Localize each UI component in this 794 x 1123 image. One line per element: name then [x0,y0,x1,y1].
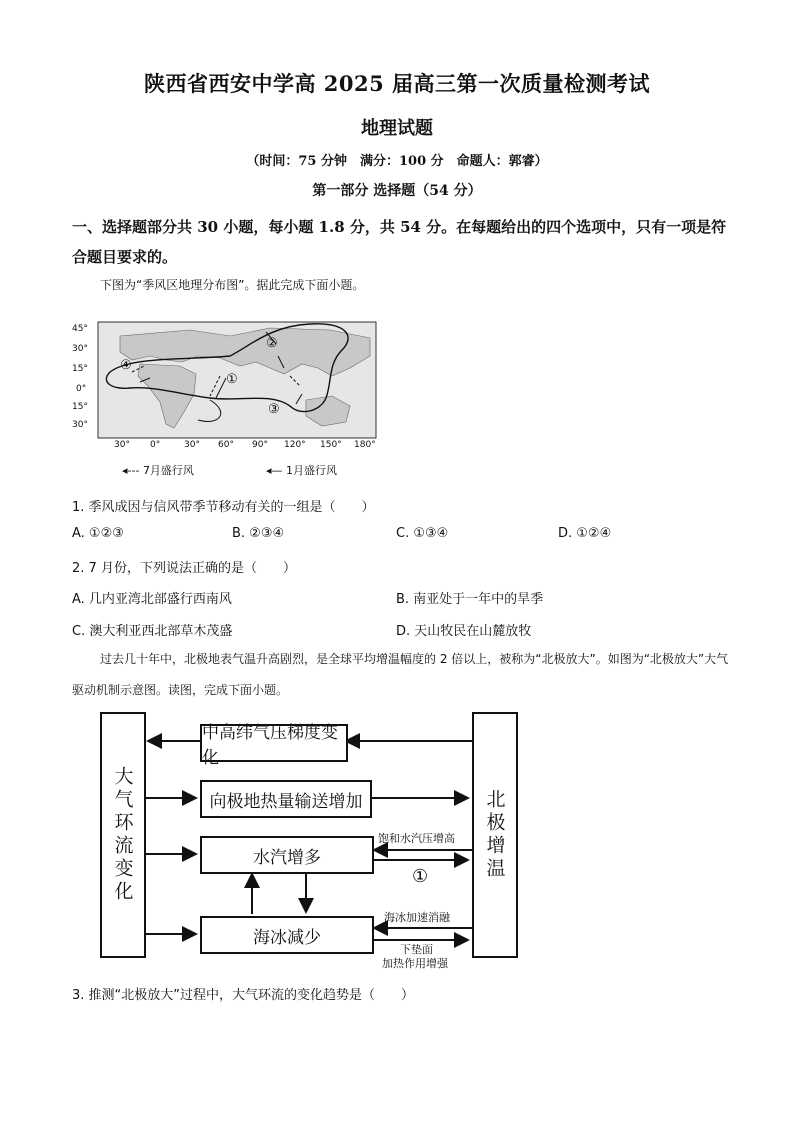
lat-label: 45° [72,324,88,334]
monsoon-map [70,316,390,456]
lon-label: 60° [218,440,234,450]
part-heading: 第一部分 选择题（54 分） [312,183,482,199]
map-marker-4: ④ [120,358,132,373]
question-2-stem: 2. 7 月份，下列说法正确的是（ ） [72,561,296,576]
lon-label: 30° [114,440,130,450]
lon-label: 120° [284,440,306,450]
legend-july: ◂--- 7月盛行风 [122,464,194,477]
lon-label: 0° [150,440,161,450]
q1-option-c: C. ①③④ [396,526,449,541]
q1-option-d: D. ①②④ [558,526,612,541]
water-vapor-box: 水汽增多 [200,836,374,874]
heat-transport-box: 向极地热量输送增加 [200,780,372,818]
intro-monsoon: 下图为“季风区地理分布图”。据此完成下面小题。 [100,278,365,292]
question-1-stem: 1. 季风成因与信风带季节移动有关的一组是（ ） [72,500,375,515]
atmospheric-circulation-box: 大气环流变化 [100,712,146,958]
q2-option-c: C. 澳大利亚西北部草木茂盛 [72,624,233,639]
dashed-arrow-icon: ◂--- [122,464,140,477]
lat-label: 0° [76,384,87,394]
section-heading: 一、选择题部分共 30 小题，每小题 1.8 分，共 54 分。在每题给出的四个选项中，只有一项是符合题目要求的。 [72,218,727,266]
legend-jan: ◂— 1月盛行风 [266,464,338,477]
label-saturation: 饱和水汽压增高 [378,832,455,845]
q2-option-d: D. 天山牧民在山麓放牧 [396,624,532,639]
q2-option-a: A. 几内亚湾北部盛行西南风 [72,592,232,607]
intro-arctic: 过去几十年中，北极地表气温升高剧烈，是全球平均增温幅度的 2 倍以上，被称为“北极放大”。如图为“北极放大”大气驱动机制示意图。读图，完成下面小题。 [72,652,729,697]
arctic-amplification-diagram [100,712,518,970]
question-3-stem: 3. 推测“北极放大”过程中，大气环流的变化趋势是（ ） [72,988,415,1003]
exam-subtitle: 地理试题 [361,118,433,139]
map-marker-1: ① [226,372,238,387]
q1-option-b: B. ②③④ [232,526,285,541]
lon-label: 90° [252,440,268,450]
lon-label: 30° [184,440,200,450]
label-surface: 下垫面 [400,943,433,956]
lat-label: 30° [72,420,88,430]
label-surface-heating: 加热作用增强 [382,957,448,970]
q2-option-b: B. 南亚处于一年中的旱季 [396,592,544,607]
solid-arrow-icon: ◂— [266,464,283,477]
lon-label: 150° [320,440,342,450]
arctic-warming-box: 北极增温 [472,712,518,958]
exam-title: 陕西省西安中学高 2025 届高三第一次质量检测考试 [143,71,651,96]
q1-option-a: A. ①②③ [72,526,124,541]
sea-ice-box: 海冰减少 [200,916,374,954]
lon-label: 180° [354,440,376,450]
pressure-gradient-box: 中高纬气压梯度变化 [200,724,348,762]
lat-label: 30° [72,344,88,354]
map-marker-2: ② [266,336,278,351]
map-marker-3: ③ [268,402,280,417]
exam-meta: （时间：75 分钟 满分：100 分 命题人：郭睿） [246,154,548,169]
diagram-marker-1: ① [412,866,429,887]
lat-label: 15° [72,364,88,374]
lat-label: 15° [72,402,88,412]
label-ice-melt: 海冰加速消融 [384,911,450,924]
